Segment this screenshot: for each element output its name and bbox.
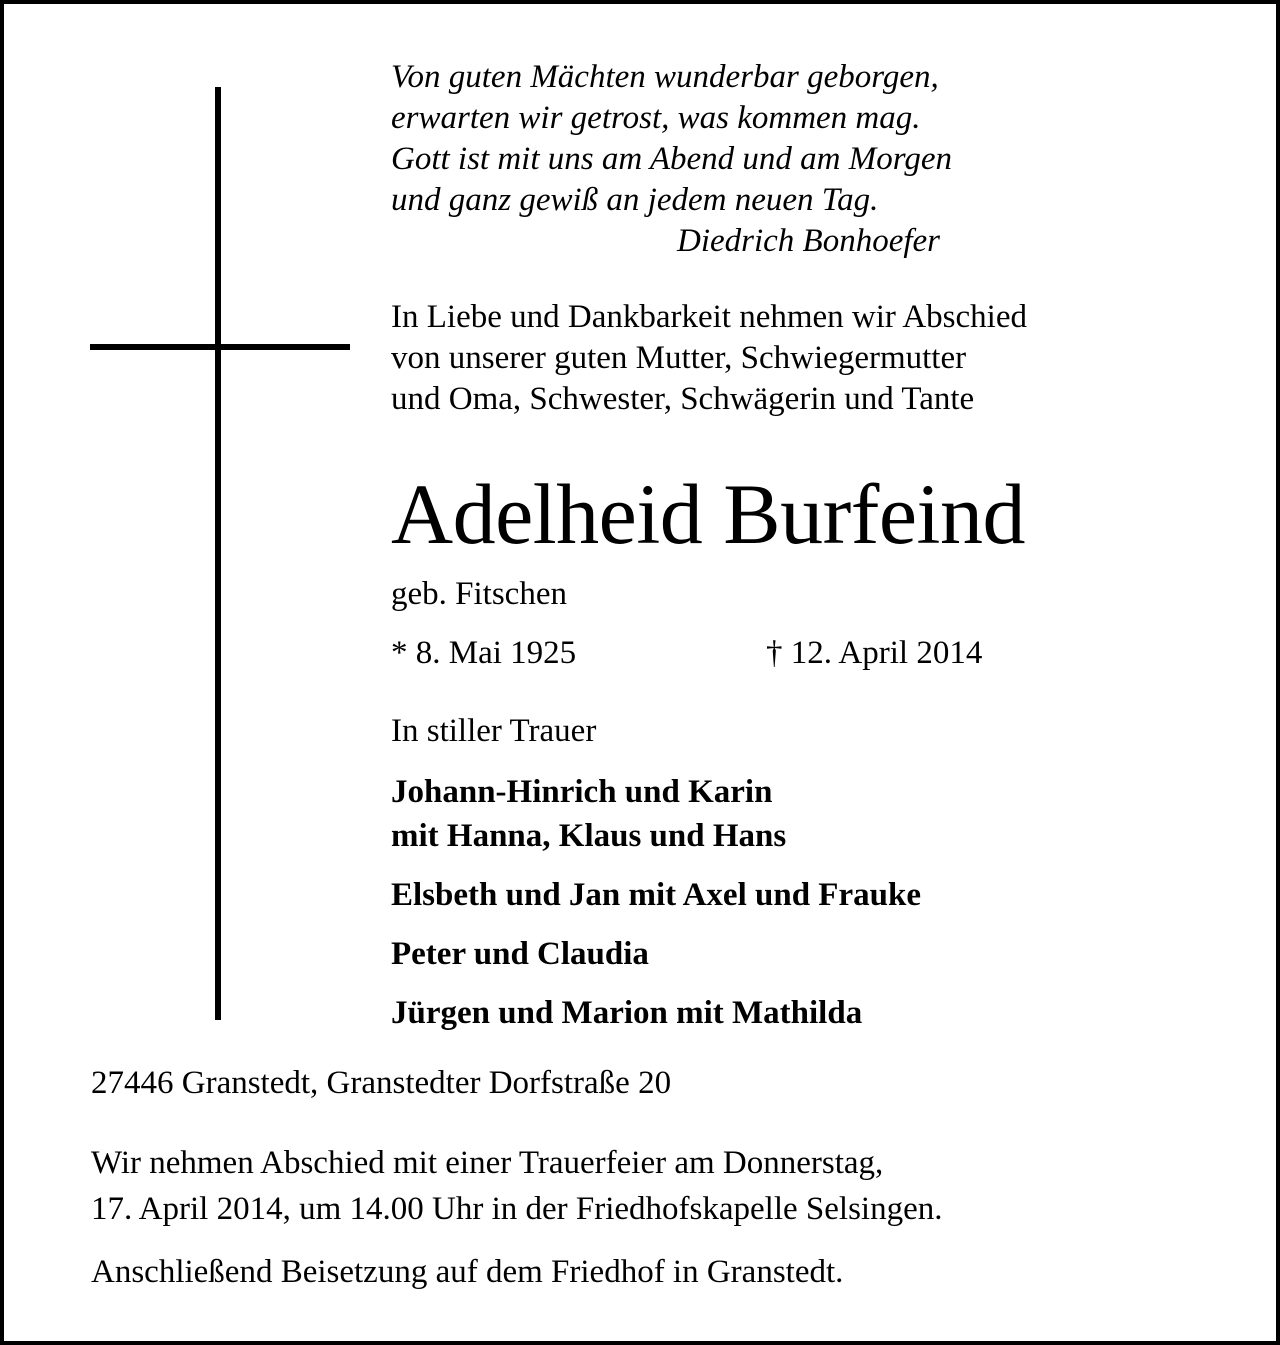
mourners-list [391, 770, 921, 1035]
poem-line: Gott ist mit uns am Abend und am Morgen [391, 141, 952, 177]
poem-line: Von guten Mächten wunderbar geborgen, [391, 59, 939, 95]
poem-author: Diedrich Bonhoefer [677, 223, 941, 259]
mourner-line: Elsbeth und Jan mit Axel und Frauke [391, 877, 921, 913]
poem-line: und ganz gewiß an jedem neuen Tag. [391, 182, 879, 218]
deceased-name: Adelheid Burfeind [391, 466, 1025, 562]
mourner-line: Jürgen und Marion mit Mathilda [391, 995, 863, 1031]
poem-quote [391, 57, 1191, 262]
death-date: † 12. April 2014 [766, 635, 983, 671]
intro-line: und Oma, Schwester, Schwägerin und Tante [391, 381, 975, 417]
ceremony-line: Wir nehmen Abschied mit einer Trauerfeier am Donnerstag, [91, 1145, 884, 1181]
poem-line: erwarten wir getrost, was kommen mag. [391, 100, 921, 136]
mourner-line: Johann-Hinrich und Karin [391, 774, 773, 810]
family-address: 27446 Granstedt, Granstedter Dorfstraße 20 [91, 1065, 672, 1101]
farewell-intro [391, 297, 1027, 420]
burial-info: Anschließend Beisetzung auf dem Friedhof in Granstedt. [91, 1254, 844, 1290]
mourner-line: mit Hanna, Klaus und Hans [391, 818, 787, 854]
mourner-line: Peter und Claudia [391, 936, 649, 972]
mourning-heading: In stiller Trauer [391, 713, 597, 749]
ceremony-info [91, 1140, 942, 1232]
cross-icon-crossbar [90, 344, 350, 350]
birth-date: * 8. Mai 1925 [391, 635, 577, 671]
intro-line: von unserer guten Mutter, Schwiegermutter [391, 340, 967, 376]
intro-line: In Liebe und Dankbarkeit nehmen wir Abschied [391, 299, 1027, 335]
maiden-name: geb. Fitschen [391, 576, 567, 612]
cross-icon [215, 87, 221, 1020]
ceremony-line: 17. April 2014, um 14.00 Uhr in der Friedhofskapelle Selsingen. [91, 1191, 943, 1227]
